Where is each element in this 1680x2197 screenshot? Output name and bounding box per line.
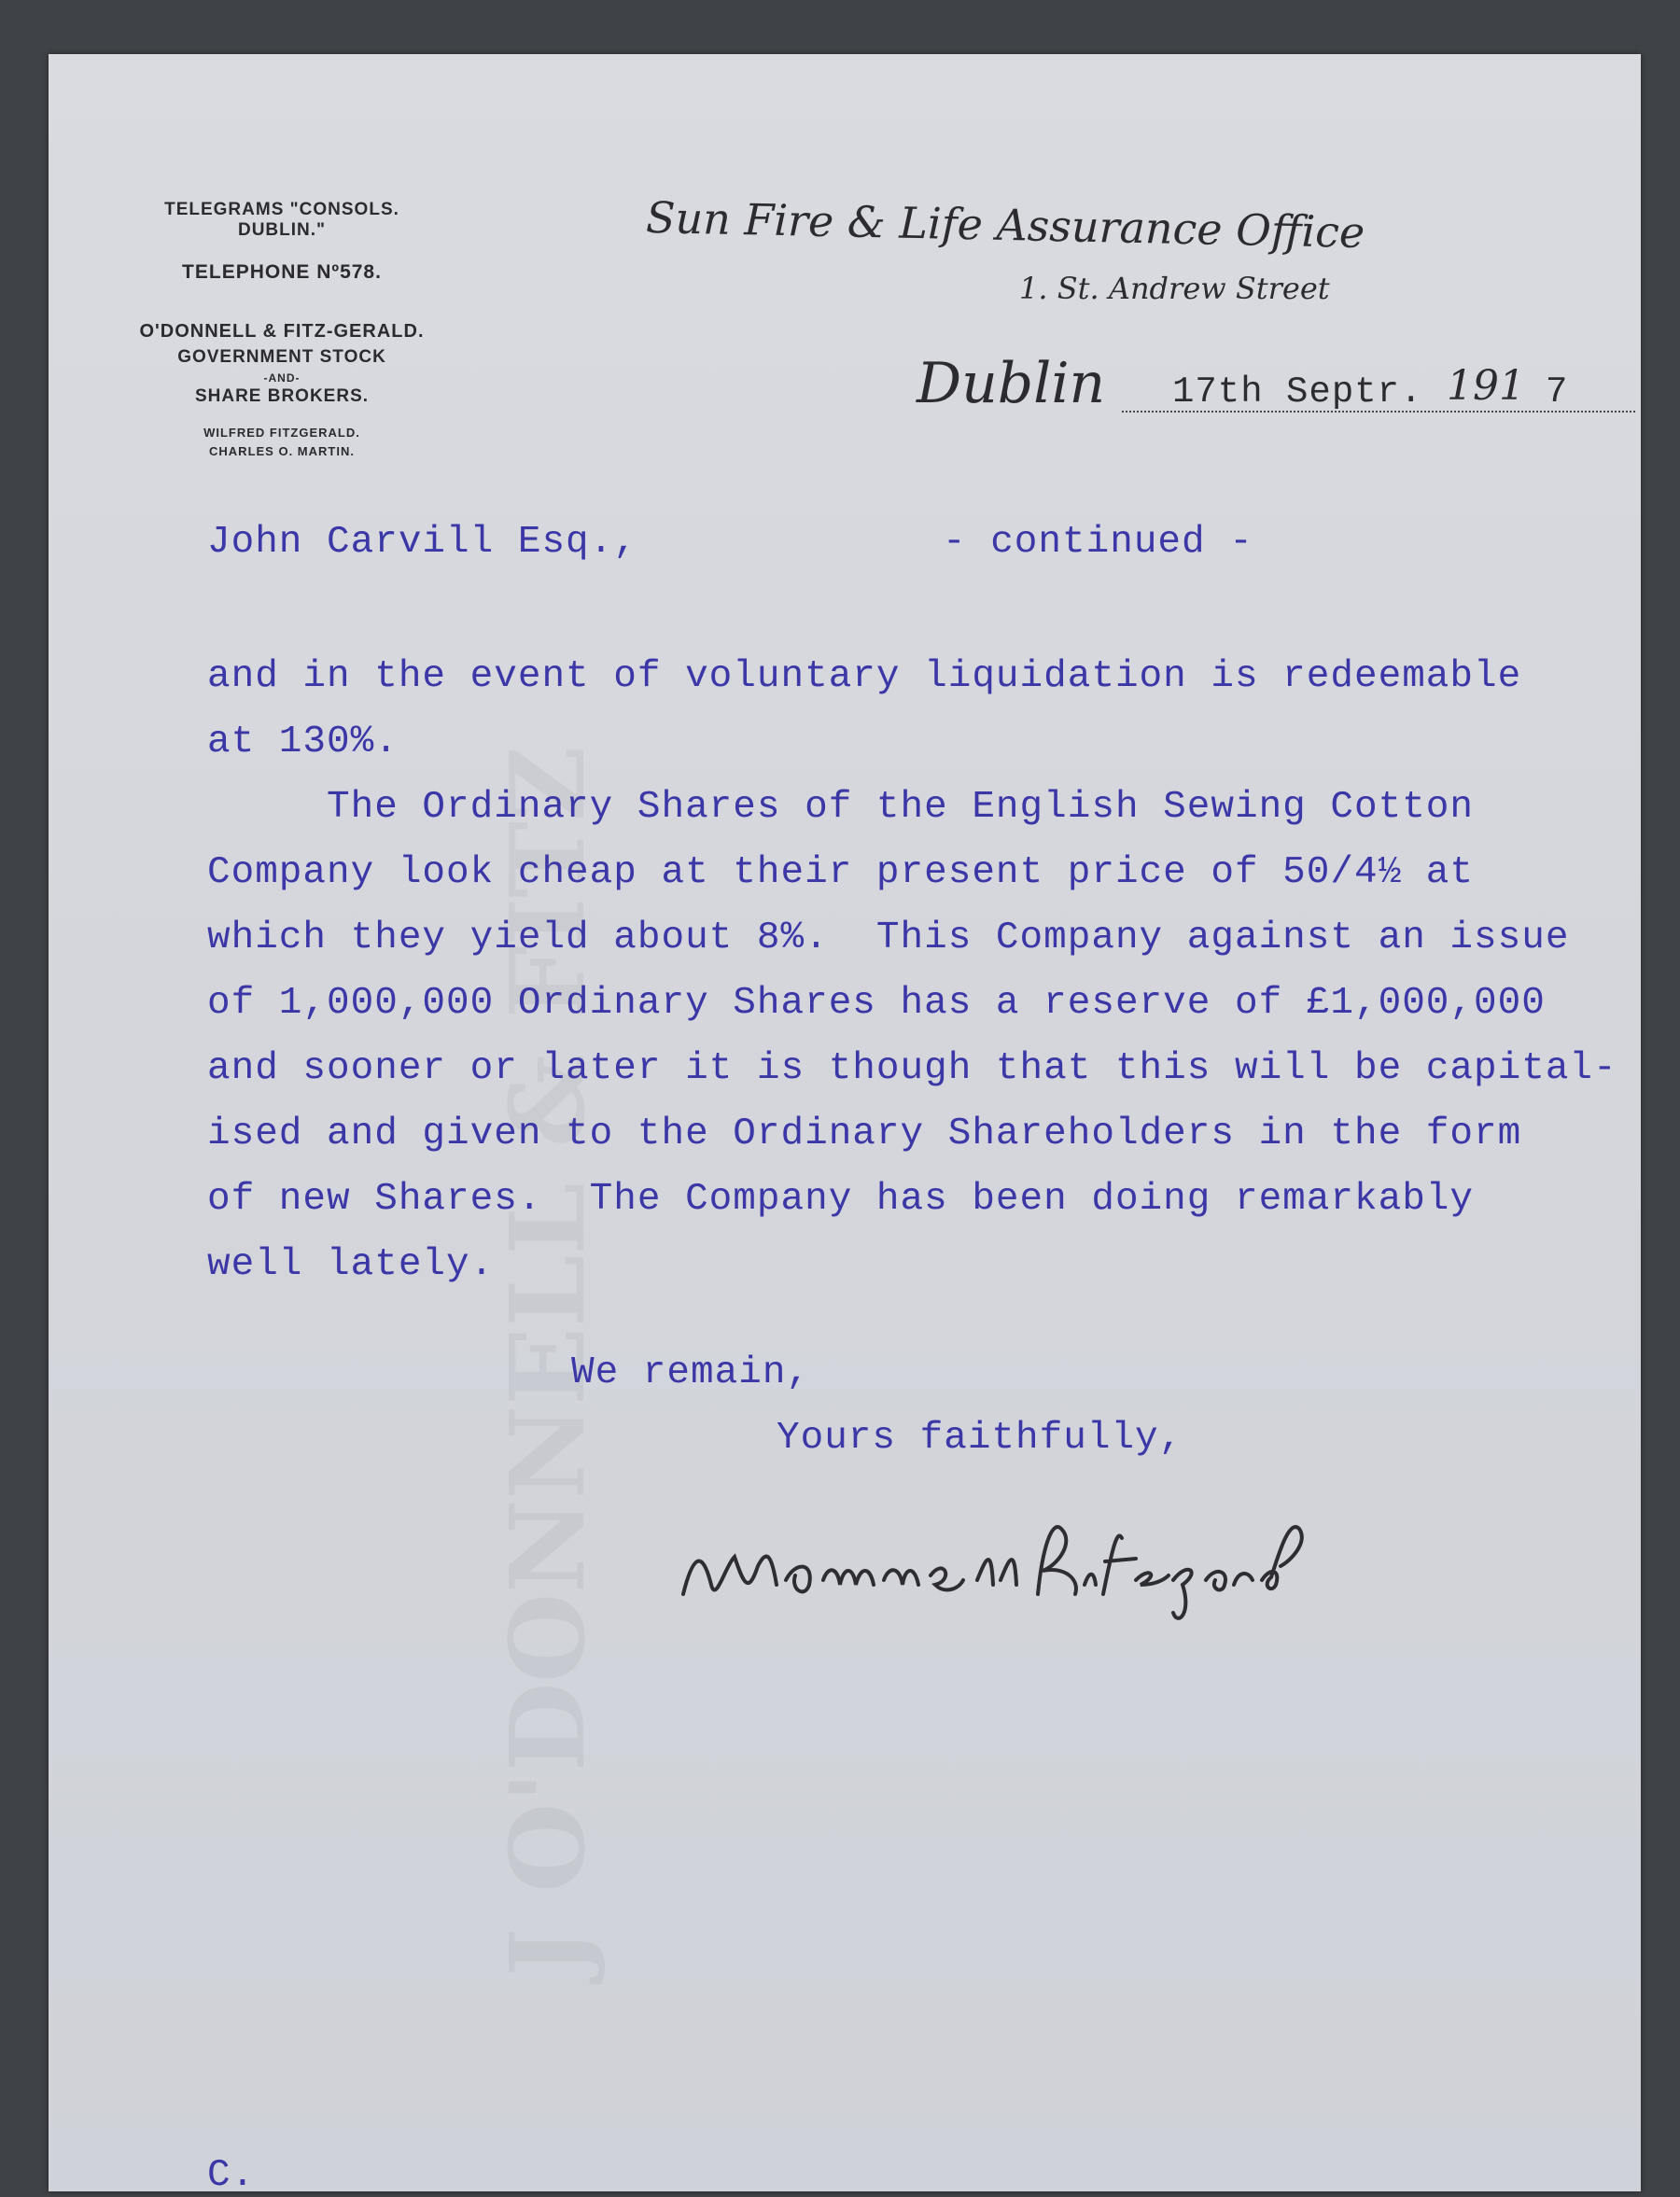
share-brokers-line: SHARE BROKERS. [194, 386, 370, 406]
addressee: John Carvill Esq., [207, 521, 637, 564]
letter-page [49, 54, 1641, 2197]
office-street: 1. St. Andrew Street [1019, 271, 1330, 306]
body-line: of new Shares. The Company has been doing remarkably [207, 1178, 1475, 1221]
city-name: Dublin [917, 351, 1106, 416]
body-line: at 130%. [207, 721, 399, 763]
closing-yours-faithfully: Yours faithfully, [777, 1417, 1183, 1460]
continued-marker: - continued - [943, 521, 1253, 564]
body-line: Company look cheap at their present price of 50/4½ at [207, 851, 1475, 894]
year-suffix: 7 [1546, 371, 1569, 413]
partner-2: CHARLES O. MARTIN. [209, 444, 355, 458]
partner-1: WILFRED FITZGERALD. [203, 426, 360, 440]
body-line: of 1,000,000 Ordinary Shares has a reserve of £1,000,000 [207, 982, 1546, 1025]
signature [665, 1491, 1318, 1631]
body-line: and in the event of voluntary liquidation is redeemable [207, 655, 1522, 698]
body-line: ised and given to the Ordinary Shareholders in the form [207, 1112, 1522, 1155]
footer-initial: C. [207, 2154, 256, 2197]
body-line: which they yield about 8%. This Company against an issue [207, 917, 1570, 959]
telegrams-line: TELEGRAMS "CONSOLS. DUBLIN." [164, 200, 399, 240]
body-line: The Ordinary Shares of the English Sewing Cotton [207, 786, 1475, 829]
closing-we-remain: We remain, [571, 1351, 811, 1394]
government-stock-line: GOVERNMENT STOCK [177, 347, 386, 367]
and-line: -AND- [263, 371, 301, 385]
body-line: and sooner or later it is though that this will be capital- [207, 1047, 1617, 1090]
office-name: Sun Fire & Life Assurance Office [645, 191, 1365, 259]
year-prefix: 191 [1447, 362, 1525, 410]
date-typed: 17th Septr. [1172, 371, 1423, 413]
telephone-line: TELEPHONE Nº578. [182, 261, 382, 283]
watermark: J O'DONNELL & FITZ [487, 746, 608, 1977]
body-line: well lately. [207, 1243, 495, 1286]
firm-name: O'DONNELL & FITZ-GERALD. [139, 321, 425, 342]
